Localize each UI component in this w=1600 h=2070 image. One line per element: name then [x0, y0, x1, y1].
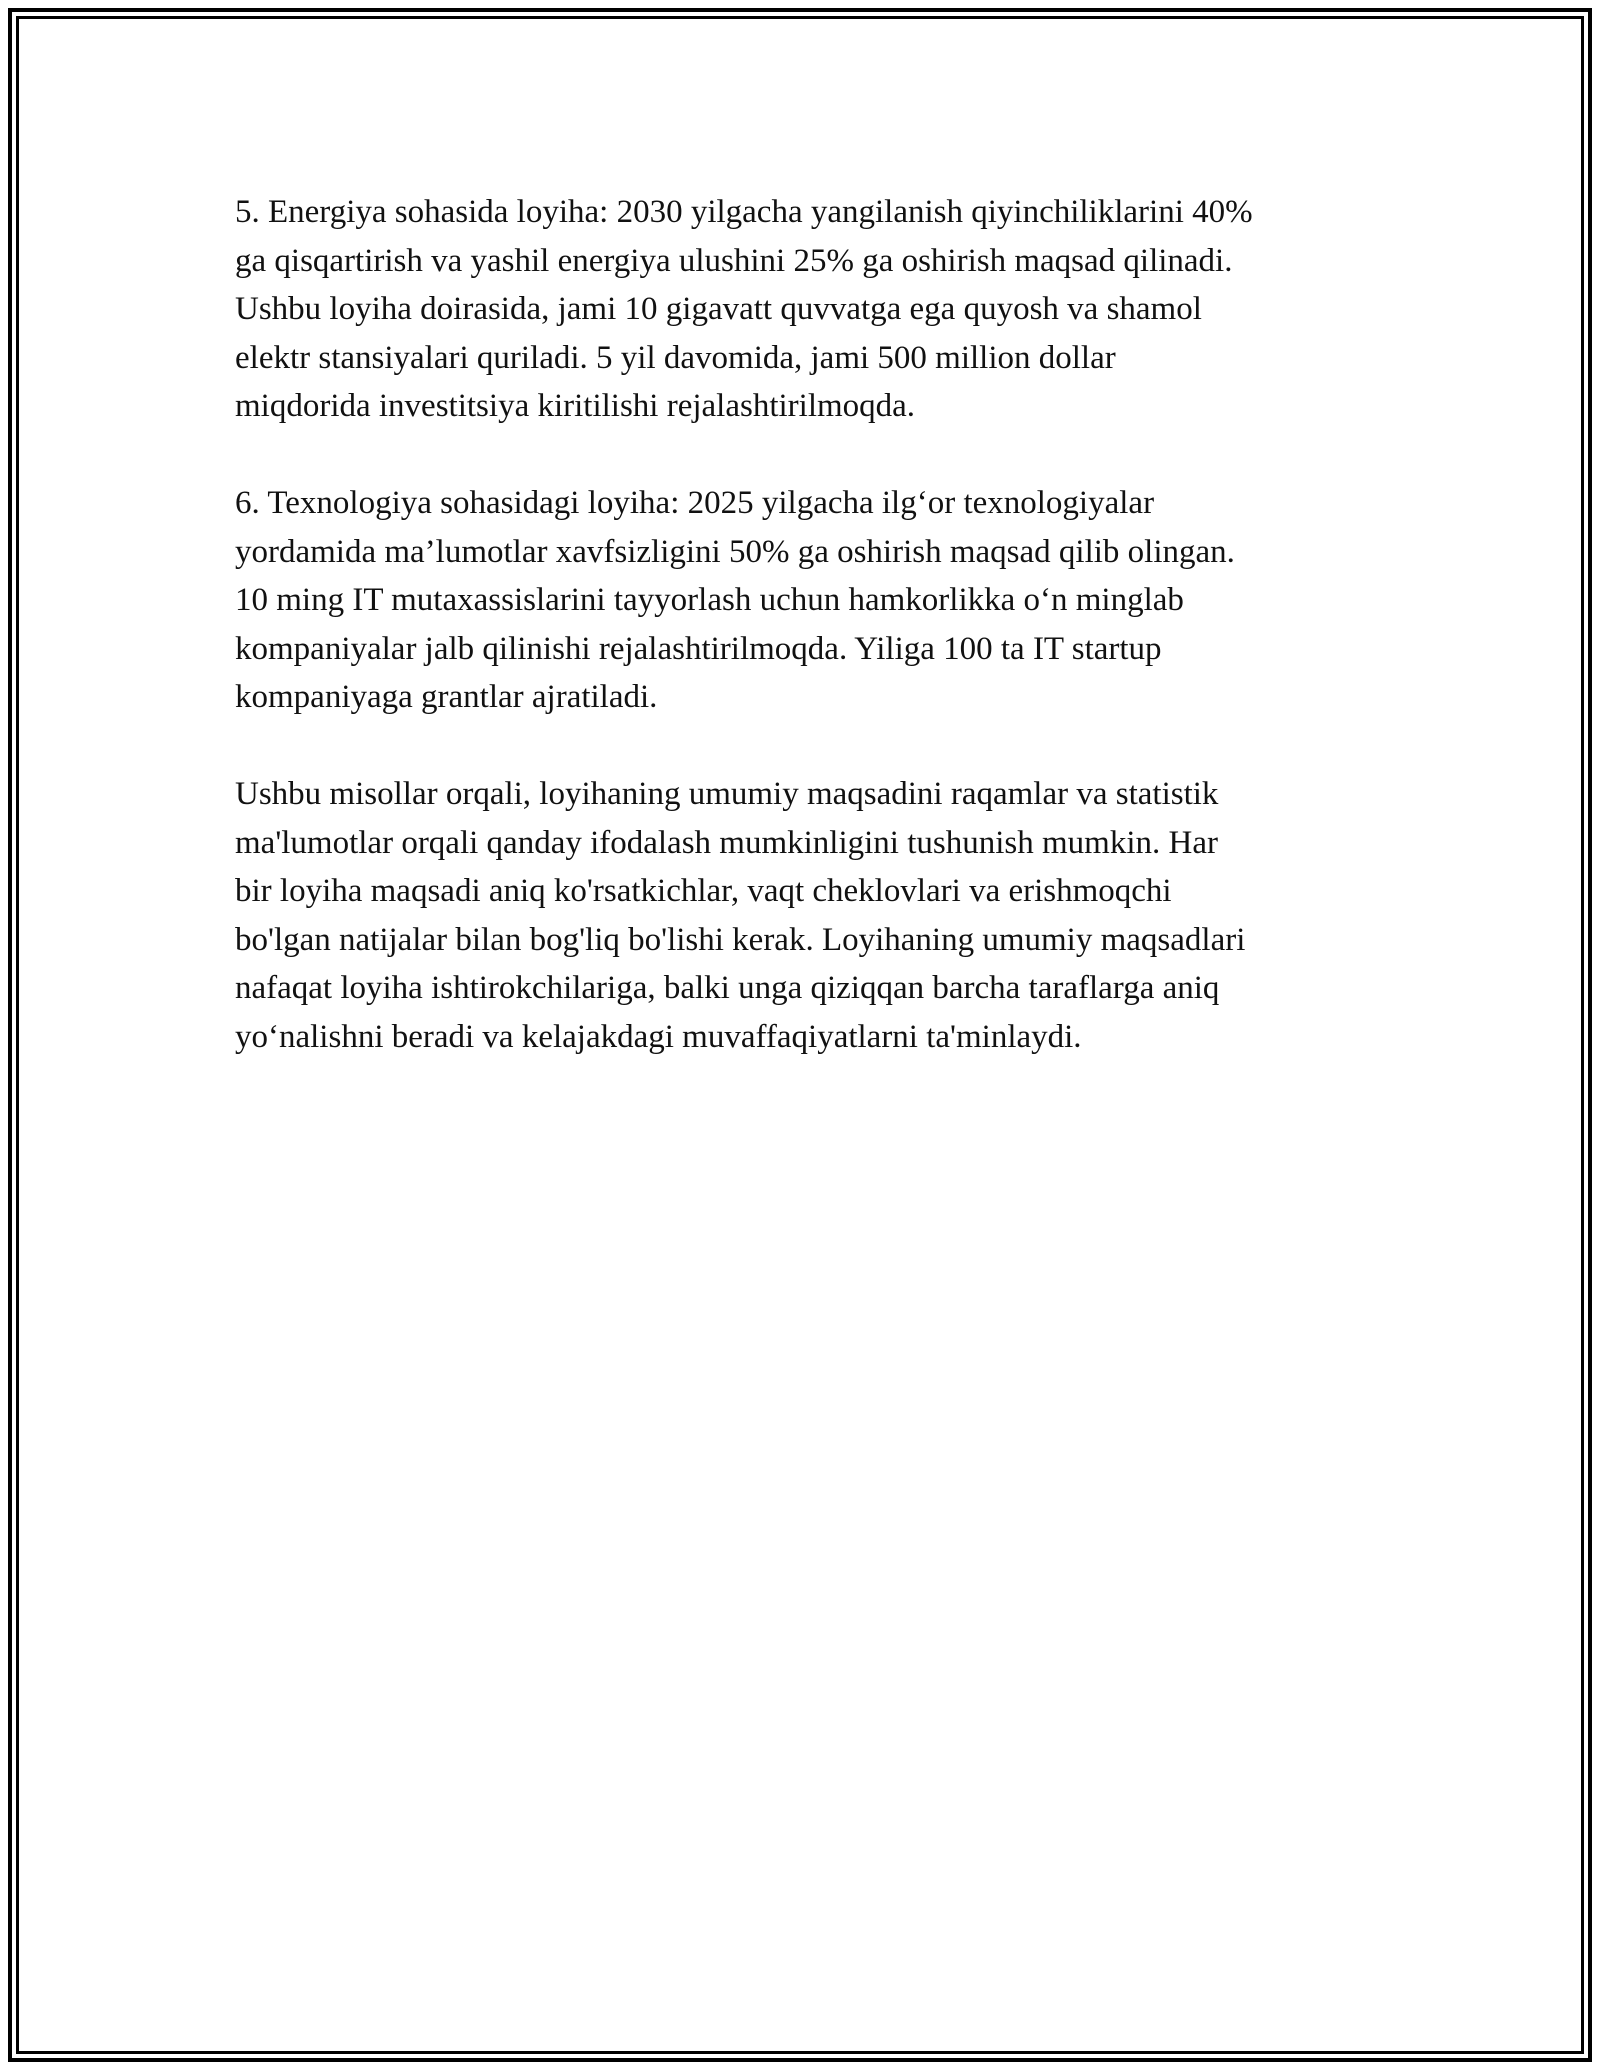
text-line: yordamida ma’lumotlar xavfsizligini 50% ga oshirish maqsad qilib olingan.: [235, 533, 1235, 570]
text-line: bir loyiha maqsadi aniq ko'rsatkichlar, vaqt cheklovlari va erishmoqchi: [235, 873, 1172, 909]
paragraph-technology-project: [235, 479, 1385, 722]
text-line: miqdorida investitsiya kiritilishi rejalashtirilmoqda.: [235, 388, 916, 424]
text-line: Ushbu loyiha doirasida, jami 10 gigavatt quvvatga ega quyosh va shamol: [235, 291, 1202, 327]
text-line: 10 ming IT mutaxassislarini tayyorlash uchun hamkorlikka o‘n minglab: [235, 582, 1184, 618]
text-line: nafaqat loyiha ishtirokchilariga, balki unga qiziqqan barcha taraflarga aniq: [235, 970, 1220, 1006]
text-line: kompaniyaga grantlar ajratiladi.: [235, 679, 658, 715]
paragraph-energy-project: [235, 188, 1385, 431]
paragraph-conclusion: [235, 770, 1385, 1061]
text-line: Ushbu misollar orqali, loyihaning umumiy maqsadini raqamlar va statistik: [235, 776, 1219, 812]
text-line: bo'lgan natijalar bilan bog'liq bo'lishi kerak. Loyihaning umumiy maqsadlari: [235, 921, 1246, 958]
text-line: 5. Energiya sohasida loyiha: 2030 yilgacha yangilanish qiyinchiliklarini 40%: [235, 194, 1253, 230]
document-body: [235, 188, 1385, 1110]
text-line: 6. Texnologiya sohasidagi loyiha: 2025 yilgacha ilg‘or texnologiyalar: [235, 485, 1155, 521]
text-line: yo‘nalishni beradi va kelajakdagi muvaffaqiyatlarni ta'minlaydi.: [235, 1018, 1082, 1055]
text-line: elektr stansiyalari quriladi. 5 yil davomida, jami 500 million dollar: [235, 339, 1116, 376]
text-line: ga qisqartirish va yashil energiya ulushini 25% ga oshirish maqsad qilinadi.: [235, 242, 1233, 279]
text-line: ma'lumotlar orqali qanday ifodalash mumkinligini tushunish mumkin. Har: [235, 824, 1218, 861]
text-line: kompaniyalar jalb qilinishi rejalashtirilmoqda. Yiliga 100 ta IT startup: [235, 630, 1162, 667]
